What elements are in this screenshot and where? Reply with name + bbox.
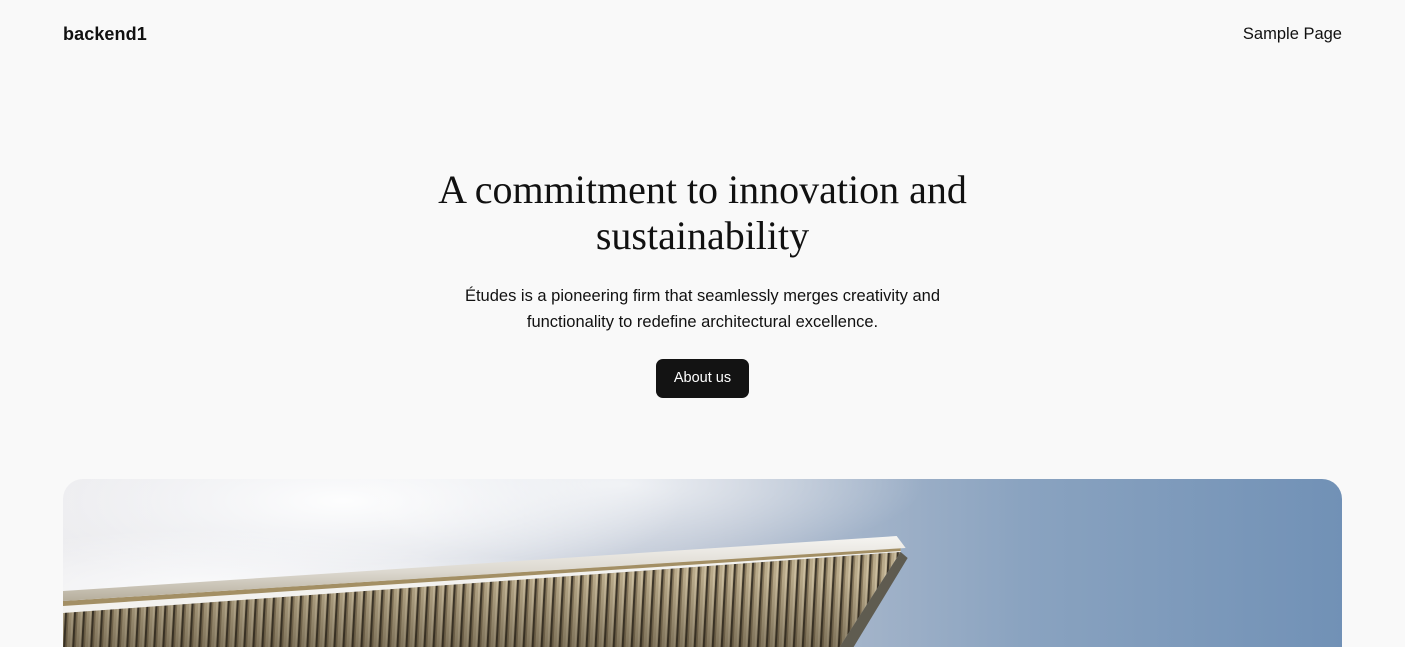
hero-section (0, 167, 1405, 398)
nav-link-sample-page[interactable]: Sample Page (1242, 25, 1342, 43)
primary-nav (1243, 25, 1342, 44)
building-roof-photo (63, 479, 1342, 647)
main-content (0, 167, 1405, 647)
about-us-button[interactable]: About us (656, 359, 749, 398)
site-header (0, 0, 1405, 45)
hero-description: Études is a pioneering firm that seamlessly merges creativity and functionality to redefine architectural excellence. (464, 287, 941, 332)
hero-heading: A commitment to innovation and sustainability (438, 167, 967, 258)
hero-image (63, 479, 1342, 647)
site-title-link[interactable]: backend1 (63, 24, 147, 44)
